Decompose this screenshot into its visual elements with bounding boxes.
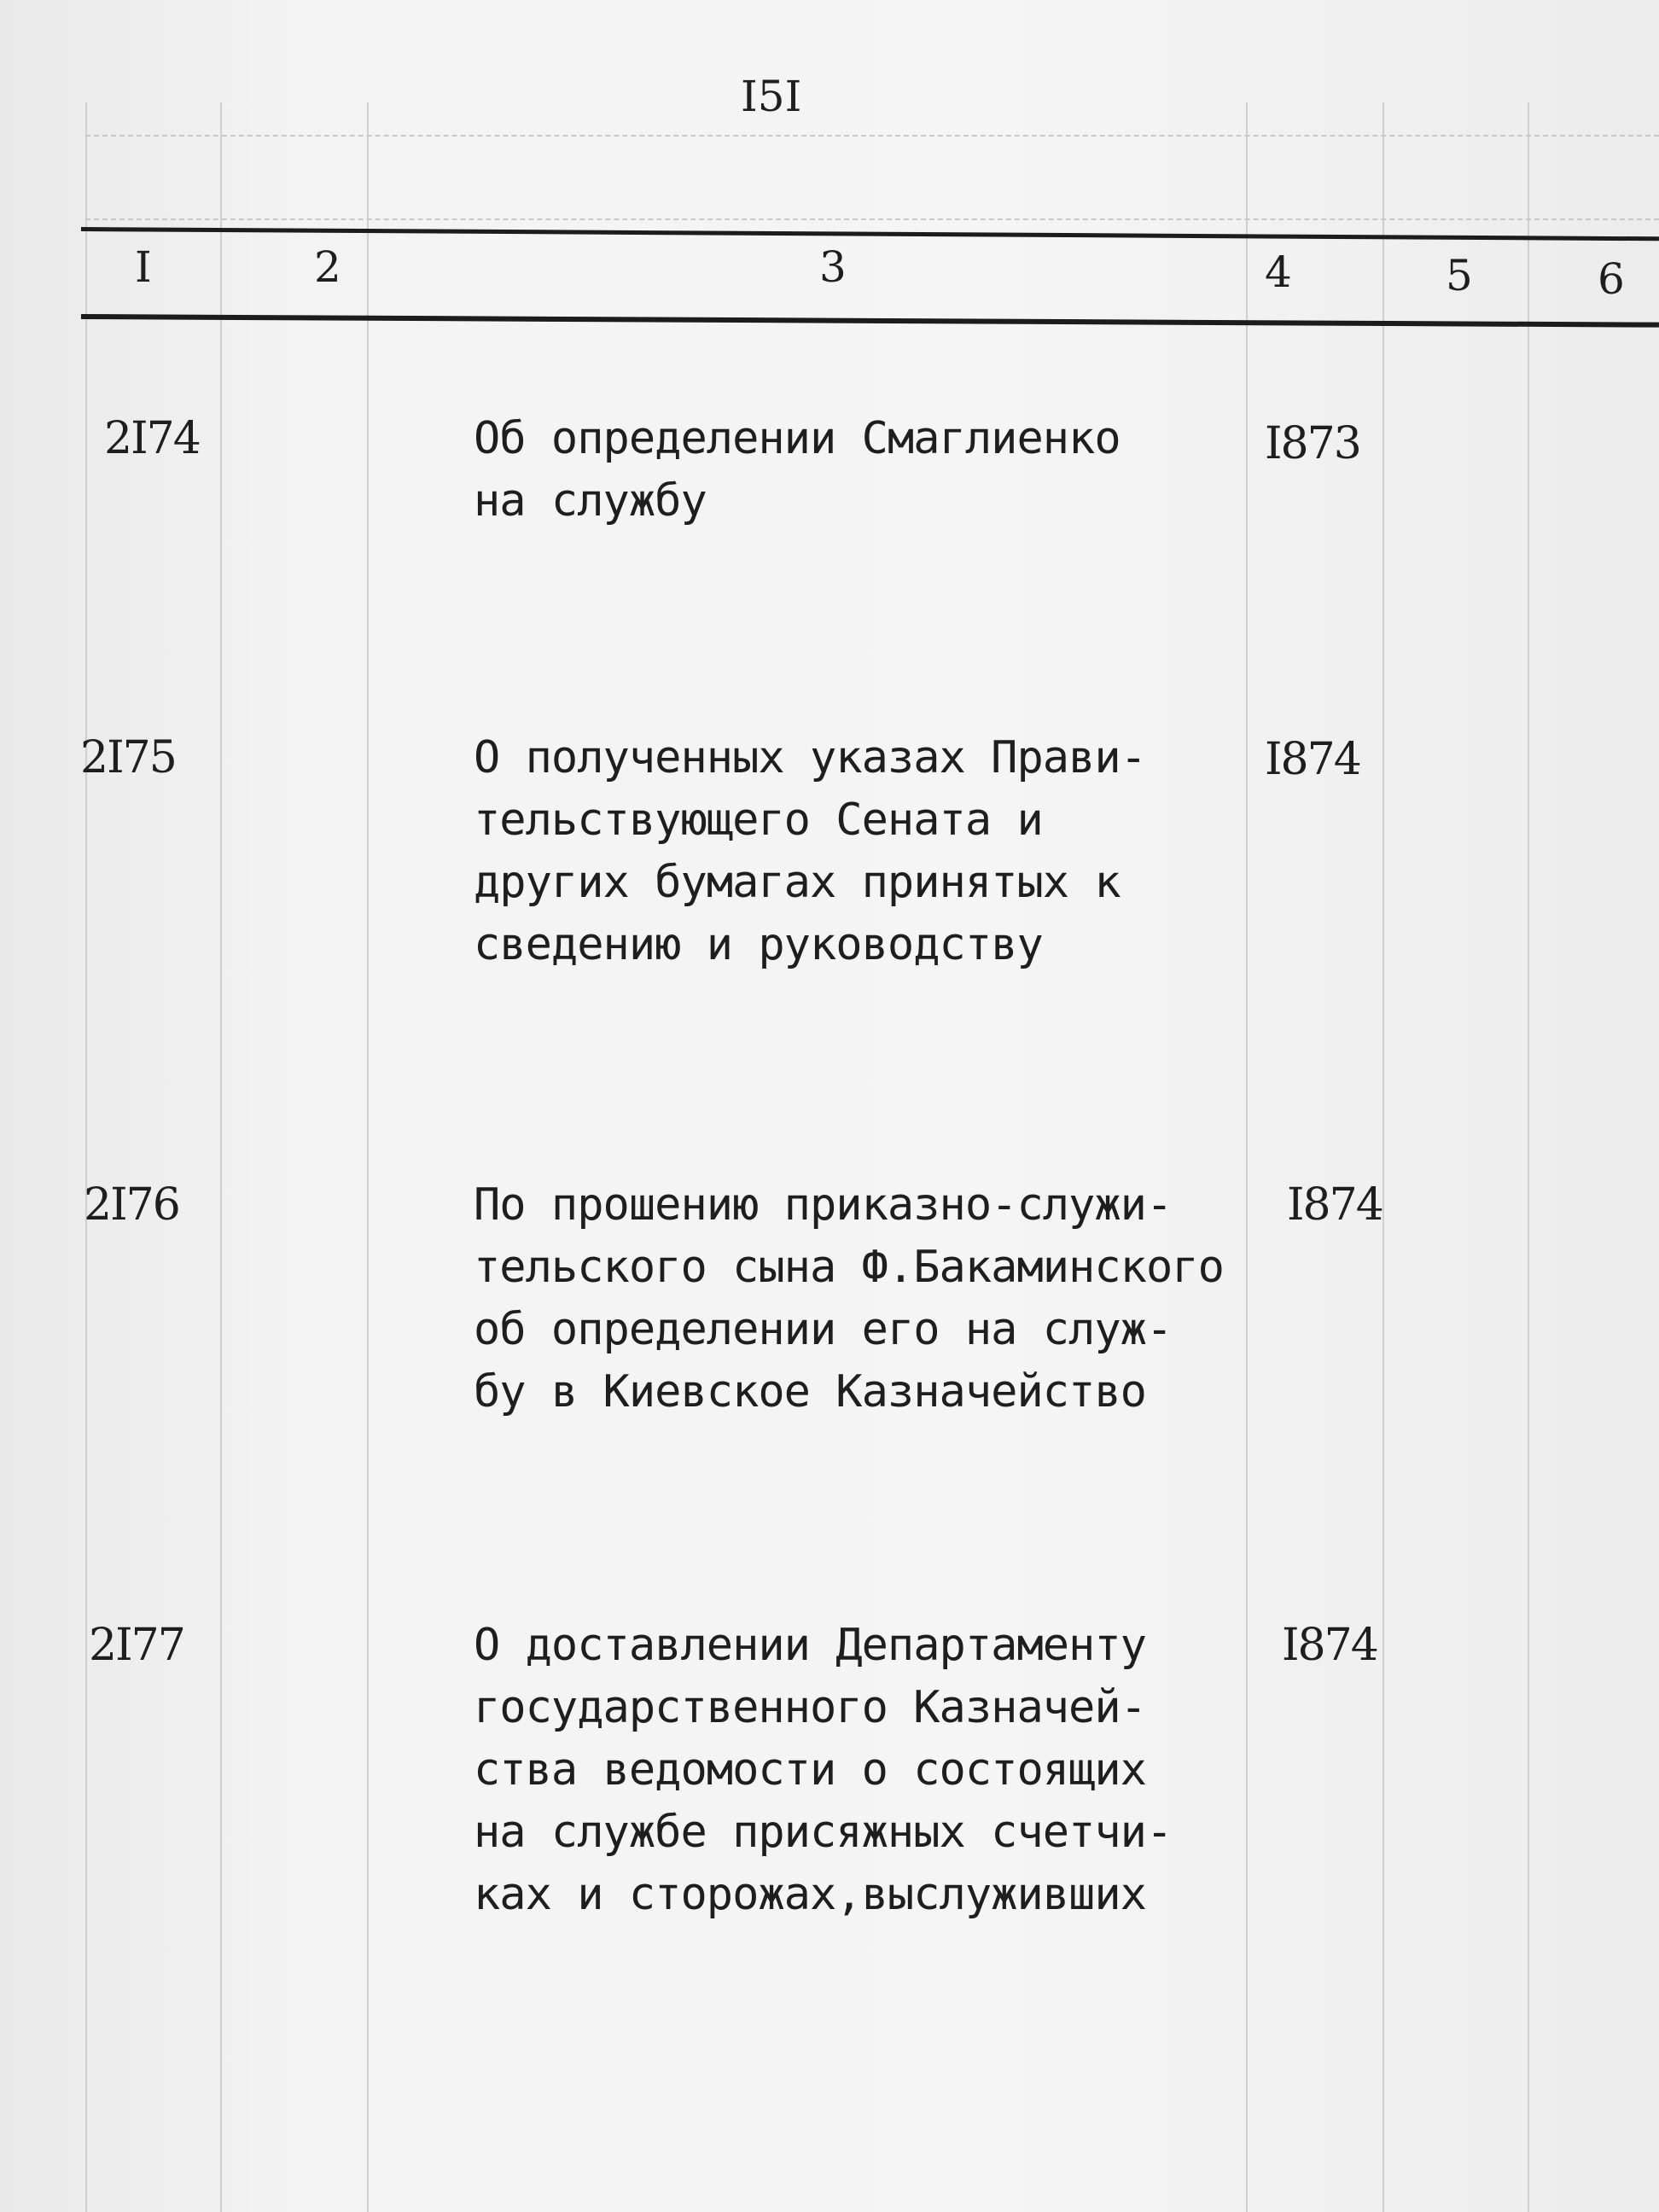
column-header-1: I — [135, 242, 152, 292]
column-header-4: 4 — [1265, 247, 1292, 297]
column-divider — [1246, 102, 1248, 2212]
entry-year: I874 — [1287, 1179, 1382, 1231]
column-divider — [220, 102, 222, 2212]
entry-year: I874 — [1265, 734, 1360, 785]
entry-number: 2I75 — [80, 732, 176, 783]
column-header-6: 6 — [1598, 254, 1625, 304]
header-dashed-line — [85, 135, 1659, 137]
entry-number: 2I74 — [104, 413, 200, 464]
entry-number: 2I77 — [89, 1620, 184, 1671]
column-divider — [367, 102, 369, 2212]
column-divider — [85, 102, 87, 2212]
entry-title: О доставлении Департаменту государственного Казначей- ства ведомости о состоящих на службе присяжных счетчи- ках и сторожах,выслуживших — [474, 1620, 1173, 1920]
entry-year: I874 — [1282, 1620, 1377, 1671]
column-divider — [1382, 102, 1384, 2212]
entry-title: Об определении Смаглиенко на службу — [474, 413, 1121, 527]
entry-title: По прошению приказно-служи- тельского сына Ф.Бакаминского об определении его на служ- бу в Киевское Казначейство — [474, 1179, 1224, 1417]
header-dashed-line — [85, 218, 1659, 220]
entry-number: 2I76 — [84, 1179, 179, 1231]
page-number: I5I — [741, 72, 802, 121]
entry-title: О полученных указах Прави- тельствующего Сената и других бумагах принятых к сведению и руководству — [474, 732, 1146, 970]
column-header-2: 2 — [314, 242, 341, 292]
column-divider — [1528, 102, 1529, 2212]
header-bottom-rule — [81, 314, 1659, 328]
entry-year: I873 — [1265, 418, 1360, 469]
column-header-3: 3 — [819, 242, 847, 292]
header-top-rule — [81, 227, 1659, 241]
column-header-5: 5 — [1446, 251, 1473, 300]
